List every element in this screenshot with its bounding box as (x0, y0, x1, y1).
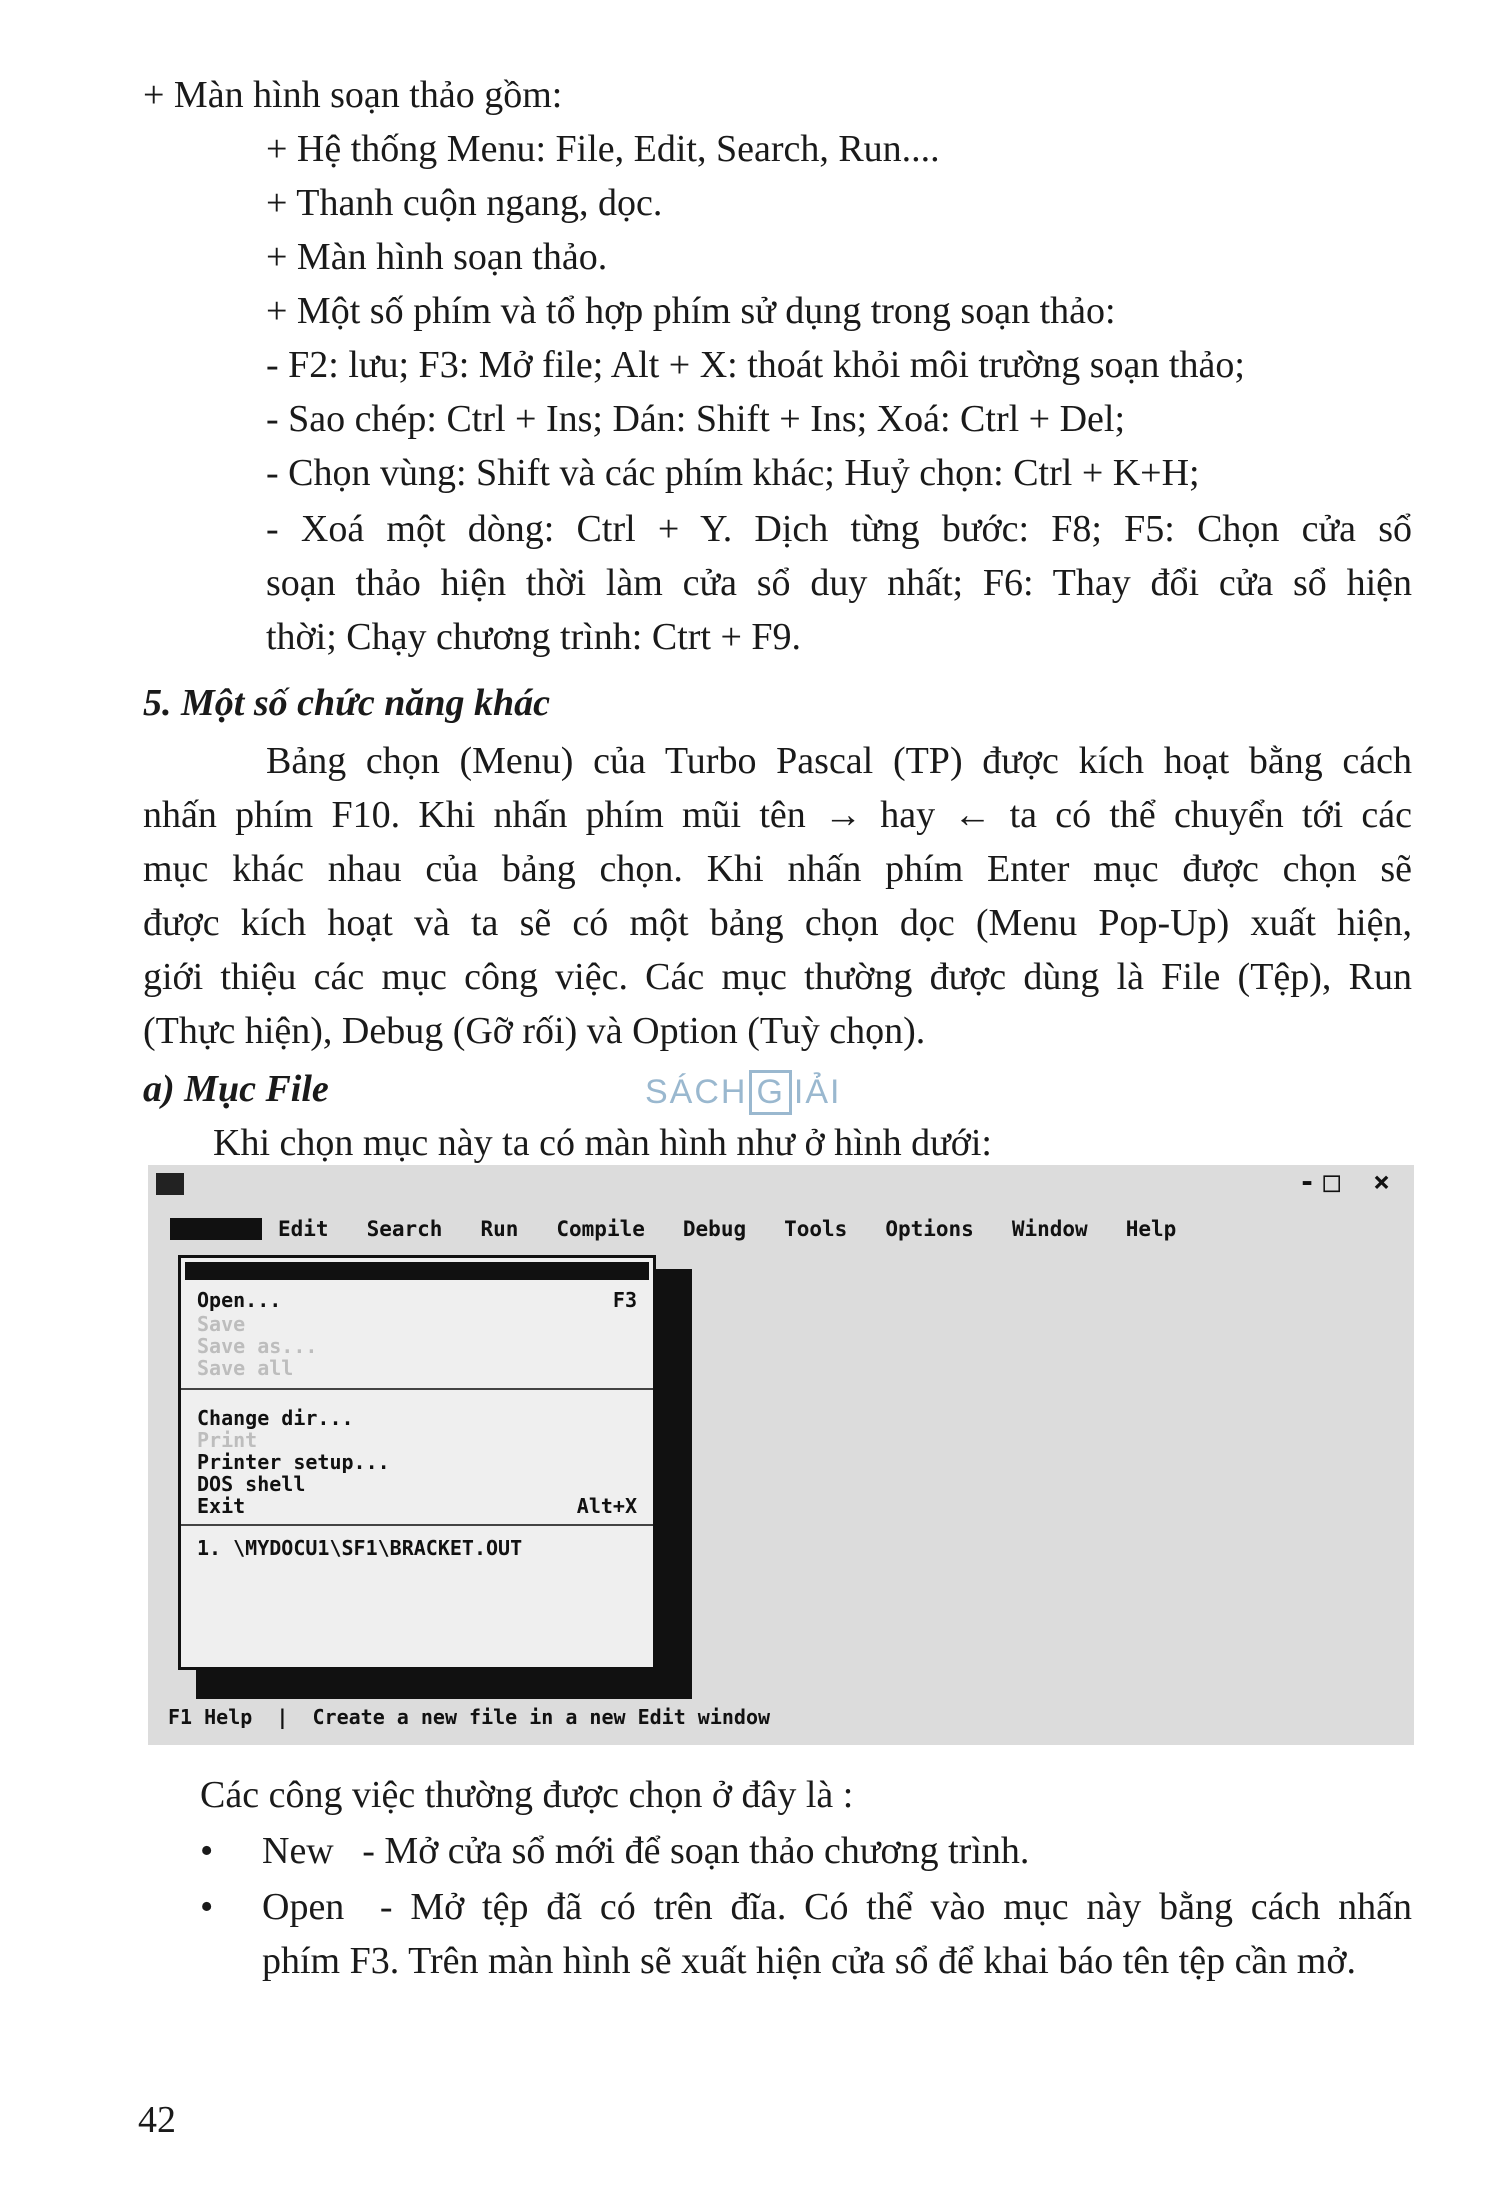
watermark (645, 1070, 842, 1115)
item-dos-shell (197, 1472, 637, 1496)
menu-debug: Debug (682, 1217, 747, 1241)
item-exit (197, 1494, 637, 1518)
menu-run: Run (480, 1217, 519, 1241)
item-save (197, 1312, 637, 1336)
line-9: - Xoá một dòng: Ctrl + Y. Dịch từng bước: F8; F5: Chọn cửa sổ (266, 508, 1412, 550)
watermark-a: SÁCH (645, 1073, 748, 1111)
window-controls: -□ × (1298, 1165, 1398, 1198)
turbo-pascal-screenshot (148, 1165, 1414, 1745)
line-10: soạn thảo hiện thời làm cửa sổ duy nhất; F6: Thay đổi cửa sổ hiện (266, 562, 1412, 604)
line-3: + Thanh cuộn ngang, dọc. (266, 182, 663, 224)
item-exit-key: Alt+X (576, 1494, 637, 1518)
line-7: - Sao chép: Ctrl + Ins; Dán: Shift + Ins; Xoá: Ctrl + Del; (266, 398, 1126, 440)
item-save-label: Save (197, 1312, 246, 1336)
para-line-3: mục khác nhau của bảng chọn. Khi nhấn phím Enter mục được chọn sẽ (143, 848, 1412, 890)
bullet-dot: • (200, 1830, 214, 1872)
watermark-b: G (749, 1070, 791, 1115)
item-open-label: Open... (197, 1288, 282, 1312)
status-bar: F1 Help | Create a new file in a new Edit window (168, 1705, 771, 1729)
system-menu-icon (156, 1173, 184, 1195)
menu-window: Window (1011, 1217, 1088, 1241)
item-print (197, 1428, 637, 1452)
window-titlebar (148, 1165, 1414, 1205)
line-6: - F2: lưu; F3: Mở file; Alt + X: thoát khỏi môi trường soạn thảo; (266, 344, 1245, 386)
item-save-all-label: Save all (197, 1356, 294, 1380)
line-8: - Chọn vùng: Shift và các phím khác; Huỷ chọn: Ctrl + K+H; (266, 452, 1200, 494)
item-printer-setup (197, 1450, 637, 1474)
para-line-4: được kích hoạt và ta sẽ có một bảng chọn dọc (Menu Pop-Up) xuất hiện, (143, 902, 1412, 944)
para-line-6: (Thực hiện), Debug (Gỡ rối) và Option (Tuỳ chọn). (143, 1010, 926, 1052)
menu-bar (170, 1209, 1404, 1249)
line-1: + Màn hình soạn thảo gồm: (143, 74, 563, 116)
watermark-c: IẢI (793, 1073, 842, 1111)
menu-compile: Compile (556, 1217, 645, 1241)
line-4: + Màn hình soạn thảo. (266, 236, 608, 278)
para-file: Khi chọn mục này ta có màn hình như ở hình dưới: (213, 1122, 992, 1164)
bullet-dot: • (200, 1886, 214, 1928)
item-save-all (197, 1356, 637, 1380)
item-open (197, 1288, 637, 1312)
item-open-key: F3 (612, 1288, 637, 1312)
menu-edit: Edit (278, 1217, 329, 1241)
item-recent-file (197, 1536, 637, 1560)
menu-tools: Tools (784, 1217, 848, 1241)
item-print-label: Print (197, 1428, 258, 1452)
popup-body (178, 1255, 656, 1670)
menu-separator (181, 1388, 653, 1390)
line-11: thời; Chạy chương trình: Ctrt + F9. (266, 616, 802, 658)
page-number: 42 (138, 2099, 176, 2141)
after-figure-text: Các công việc thường được chọn ở đây là : (200, 1774, 854, 1816)
line-5: + Một số phím và tổ hợp phím sử dụng trong soạn thảo: (266, 290, 1116, 332)
para-line-2: nhấn phím F10. Khi nhấn phím mũi tên → hay ← ta có thể chuyển tới các (143, 794, 1412, 836)
item-recent-file-label: 1. \MYDOCU1\SF1\BRACKET.OUT (197, 1536, 523, 1560)
item-change-dir (197, 1406, 637, 1430)
menu-help: Help (1125, 1217, 1177, 1241)
item-change-dir-label: Change dir... (197, 1406, 354, 1430)
bullet-open-line-2: phím F3. Trên màn hình sẽ xuất hiện cửa sổ để khai báo tên tệp cần mở. (262, 1940, 1356, 1982)
subheading-file: a) Mục File (143, 1068, 329, 1110)
item-exit-label: Exit (197, 1494, 246, 1518)
menu-options: Options (885, 1217, 974, 1241)
item-dos-shell-label: DOS shell (197, 1472, 306, 1496)
menu-separator (181, 1524, 653, 1526)
item-printer-setup-label: Printer setup... (197, 1450, 390, 1474)
item-save-as (197, 1334, 637, 1358)
para-line-1: Bảng chọn (Menu) của Turbo Pascal (TP) được kích hoạt bằng cách (266, 740, 1412, 782)
para-line-5: giới thiệu các mục công việc. Các mục thường được dùng là File (Tệp), Run (143, 956, 1412, 998)
menu-file-highlight (170, 1218, 262, 1240)
bullet-open-line-1: Open - Mở tệp đã có trên đĩa. Có thể vào mục này bằng cách nhấn (262, 1886, 1412, 1928)
menu-search: Search (366, 1217, 443, 1241)
line-2: + Hệ thống Menu: File, Edit, Search, Run.... (266, 128, 940, 170)
item-save-as-label: Save as... (197, 1334, 318, 1358)
section-heading: 5. Một số chức năng khác (143, 682, 551, 724)
bullet-new: New - Mở cửa sổ mới để soạn thảo chương trình. (262, 1830, 1030, 1872)
file-popup-menu (178, 1255, 674, 1695)
popup-top-bar (185, 1262, 649, 1280)
